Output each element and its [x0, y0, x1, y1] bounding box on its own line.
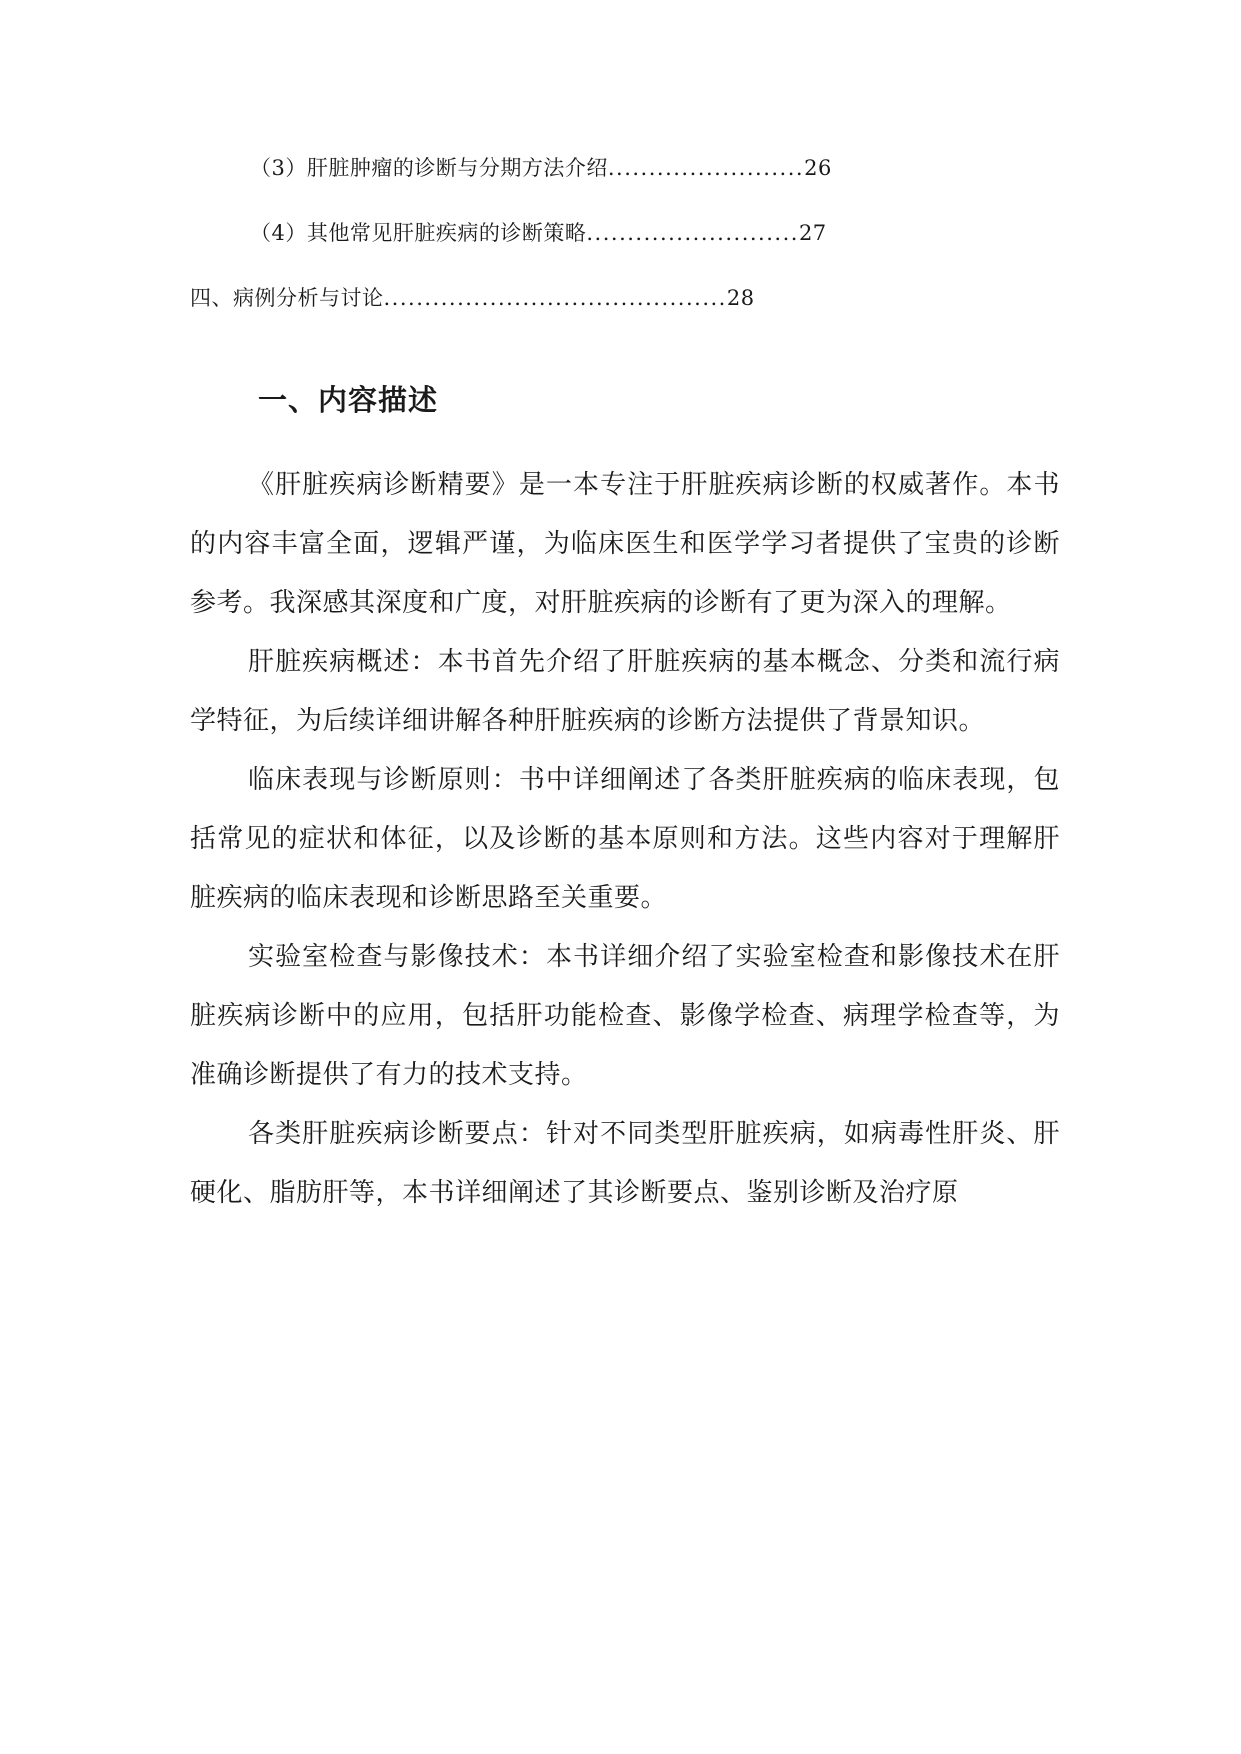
toc-entry-other-diseases[interactable]	[250, 218, 827, 248]
section-heading: 一、内容描述	[258, 383, 439, 417]
toc-entry-label: （3）肝脏肿瘤的诊断与分期方法介绍	[250, 156, 608, 180]
toc-leader-dots: ..........................	[586, 221, 799, 245]
toc-leader-dots: ........................	[607, 156, 805, 180]
paragraph-overview: 肝脏疾病概述：本书首先介绍了肝脏疾病的基本概念、分类和流行病学特征，为后续详细讲解各种肝脏疾病的诊断方法提供了背景知识。	[190, 647, 1060, 736]
toc-entry-label: （4）其他常见肝脏疾病的诊断策略	[250, 221, 587, 245]
toc-page-number: 27	[798, 221, 827, 245]
paragraph-intro: 《肝脏疾病诊断精要》是一本专注于肝脏疾病诊断的权威著作。本书的内容丰富全面，逻辑严谨，为临床医生和医学学习者提供了宝贵的诊断参考。我深感其深度和广度，对肝脏疾病的诊断有了更为深入的理解。	[190, 470, 1060, 618]
paragraph-lab-imaging: 实验室检查与影像技术：本书详细介绍了实验室检查和影像技术在肝脏疾病诊断中的应用，包括肝功能检查、影像学检查、病理学检查等，为准确诊断提供了有力的技术支持。	[190, 942, 1060, 1090]
toc-entry-liver-tumor[interactable]	[250, 153, 832, 183]
toc-page-number: 26	[804, 156, 832, 180]
body-text	[190, 456, 1060, 1223]
paragraph-diagnosis-points: 各类肝脏疾病诊断要点：针对不同类型肝脏疾病，如病毒性肝炎、肝硬化、脂肪肝等，本书详细阐述了其诊断要点、鉴别诊断及治疗原	[190, 1119, 1060, 1208]
toc-entry-case-analysis[interactable]	[190, 283, 755, 313]
paragraph-clinical: 临床表现与诊断原则：书中详细阐述了各类肝脏疾病的临床表现，包括常见的症状和体征，以及诊断的基本原则和方法。这些内容对于理解肝脏疾病的临床表现和诊断思路至关重要。	[190, 765, 1060, 913]
toc-leader-dots: ..........................................	[383, 286, 727, 310]
toc-page-number: 28	[726, 286, 755, 310]
toc-entry-label: 四、病例分析与讨论	[190, 286, 384, 310]
